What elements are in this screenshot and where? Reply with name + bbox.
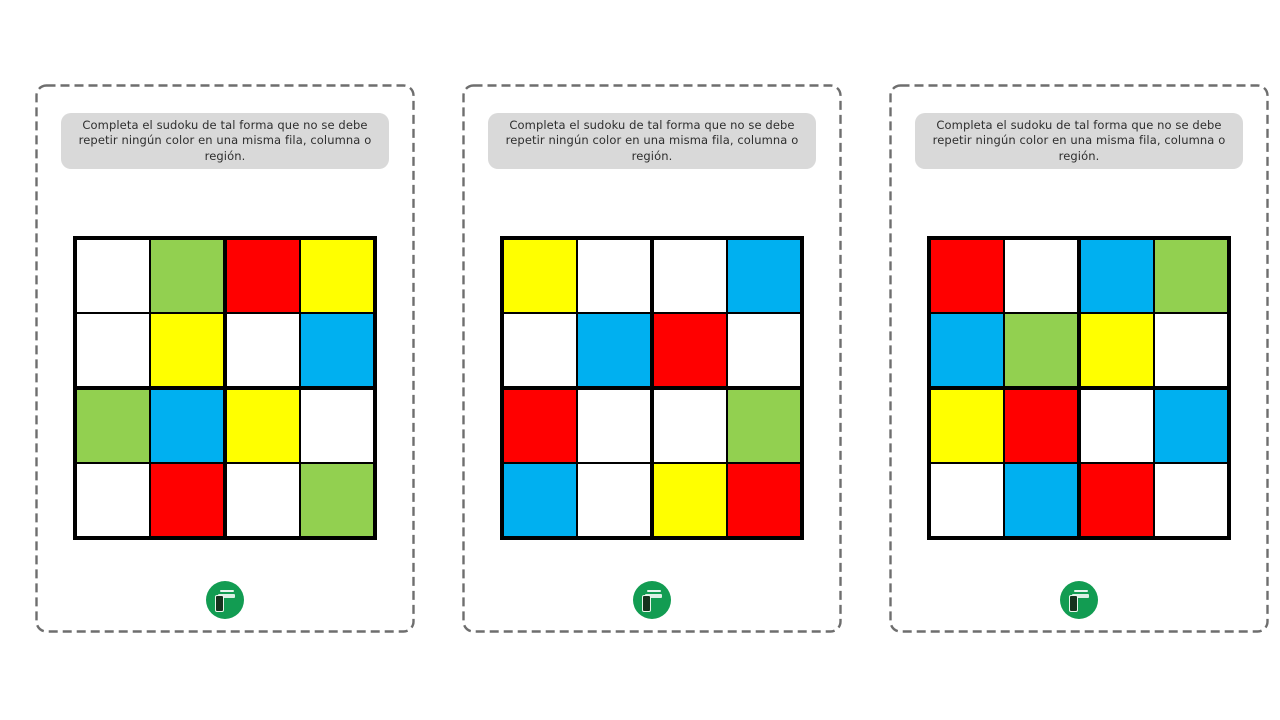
sudoku-cell-r4c4-white[interactable] xyxy=(1155,464,1227,536)
logo-text-mark xyxy=(220,590,234,592)
sudoku-cell-r3c4-blue[interactable] xyxy=(1155,390,1227,462)
sudoku-cell-r3c1-red[interactable] xyxy=(504,390,576,462)
sudoku-cell-r4c3-white[interactable] xyxy=(227,464,299,536)
instruction-box xyxy=(61,113,389,169)
brand-logo xyxy=(1060,581,1098,619)
sudoku-cell-r1c3-white[interactable] xyxy=(654,240,726,312)
sudoku-cell-r2c3-red[interactable] xyxy=(654,314,726,386)
sudoku-cell-r2c2-blue[interactable] xyxy=(578,314,650,386)
sudoku-cell-r4c4-red[interactable] xyxy=(728,464,800,536)
sudoku-cell-r3c4-green[interactable] xyxy=(728,390,800,462)
sudoku-cell-r1c1-red[interactable] xyxy=(931,240,1003,312)
sudoku-cell-r1c4-green[interactable] xyxy=(1155,240,1227,312)
sudoku-cell-r4c3-red[interactable] xyxy=(1081,464,1153,536)
sudoku-cell-r3c3-white[interactable] xyxy=(654,390,726,462)
sudoku-cell-r1c2-white[interactable] xyxy=(1005,240,1077,312)
sudoku-cell-r2c1-blue[interactable] xyxy=(931,314,1003,386)
logo-mascot-icon xyxy=(215,595,224,612)
sudoku-cell-r4c1-white[interactable] xyxy=(77,464,149,536)
puzzle-card-3 xyxy=(889,84,1269,633)
sudoku-cell-r4c4-green[interactable] xyxy=(301,464,373,536)
sudoku-cell-r4c2-white[interactable] xyxy=(578,464,650,536)
instruction-text: Completa el sudoku de tal forma que no se debe repetir ningún color en una misma fila, columna o región. xyxy=(505,118,799,163)
sudoku-cell-r1c1-white[interactable] xyxy=(77,240,149,312)
sudoku-cell-r3c3-yellow[interactable] xyxy=(227,390,299,462)
sudoku-cell-r4c1-blue[interactable] xyxy=(504,464,576,536)
sudoku-cell-r2c2-green[interactable] xyxy=(1005,314,1077,386)
sudoku-cell-r1c4-yellow[interactable] xyxy=(301,240,373,312)
sudoku-grid-1 xyxy=(73,236,377,540)
sudoku-cell-r4c1-white[interactable] xyxy=(931,464,1003,536)
sudoku-cell-r2c2-yellow[interactable] xyxy=(151,314,223,386)
sudoku-cell-r1c1-yellow[interactable] xyxy=(504,240,576,312)
sudoku-cell-r1c3-red[interactable] xyxy=(227,240,299,312)
sudoku-cell-r2c3-yellow[interactable] xyxy=(1081,314,1153,386)
sudoku-grid-2 xyxy=(500,236,804,540)
instruction-text: Completa el sudoku de tal forma que no se debe repetir ningún color en una misma fila, columna o región. xyxy=(78,118,372,163)
logo-text-mark xyxy=(1074,590,1088,592)
sudoku-grid-3 xyxy=(927,236,1231,540)
sudoku-cell-r3c1-green[interactable] xyxy=(77,390,149,462)
sudoku-cell-r2c4-white[interactable] xyxy=(1155,314,1227,386)
puzzle-card-2 xyxy=(462,84,842,633)
sudoku-cell-r3c2-white[interactable] xyxy=(578,390,650,462)
sudoku-cell-r1c2-green[interactable] xyxy=(151,240,223,312)
sudoku-cell-r2c4-blue[interactable] xyxy=(301,314,373,386)
sudoku-cell-r3c2-red[interactable] xyxy=(1005,390,1077,462)
instruction-box xyxy=(488,113,816,169)
sudoku-cell-r3c2-blue[interactable] xyxy=(151,390,223,462)
sudoku-cell-r1c4-blue[interactable] xyxy=(728,240,800,312)
logo-mascot-icon xyxy=(642,595,651,612)
logo-mascot-icon xyxy=(1069,595,1078,612)
sudoku-cell-r2c1-white[interactable] xyxy=(504,314,576,386)
puzzle-card-1 xyxy=(35,84,415,633)
sudoku-cell-r2c4-white[interactable] xyxy=(728,314,800,386)
instruction-box xyxy=(915,113,1243,169)
sudoku-cell-r4c3-yellow[interactable] xyxy=(654,464,726,536)
sudoku-cell-r3c4-white[interactable] xyxy=(301,390,373,462)
sudoku-cell-r4c2-red[interactable] xyxy=(151,464,223,536)
brand-logo xyxy=(206,581,244,619)
sudoku-cell-r1c3-blue[interactable] xyxy=(1081,240,1153,312)
brand-logo xyxy=(633,581,671,619)
sudoku-cell-r3c3-white[interactable] xyxy=(1081,390,1153,462)
sudoku-cell-r2c3-white[interactable] xyxy=(227,314,299,386)
logo-text-mark xyxy=(647,590,661,592)
sudoku-cell-r3c1-yellow[interactable] xyxy=(931,390,1003,462)
sudoku-cell-r4c2-blue[interactable] xyxy=(1005,464,1077,536)
instruction-text: Completa el sudoku de tal forma que no se debe repetir ningún color en una misma fila, columna o región. xyxy=(932,118,1226,163)
worksheet-page xyxy=(35,84,1269,633)
sudoku-cell-r2c1-white[interactable] xyxy=(77,314,149,386)
sudoku-cell-r1c2-white[interactable] xyxy=(578,240,650,312)
